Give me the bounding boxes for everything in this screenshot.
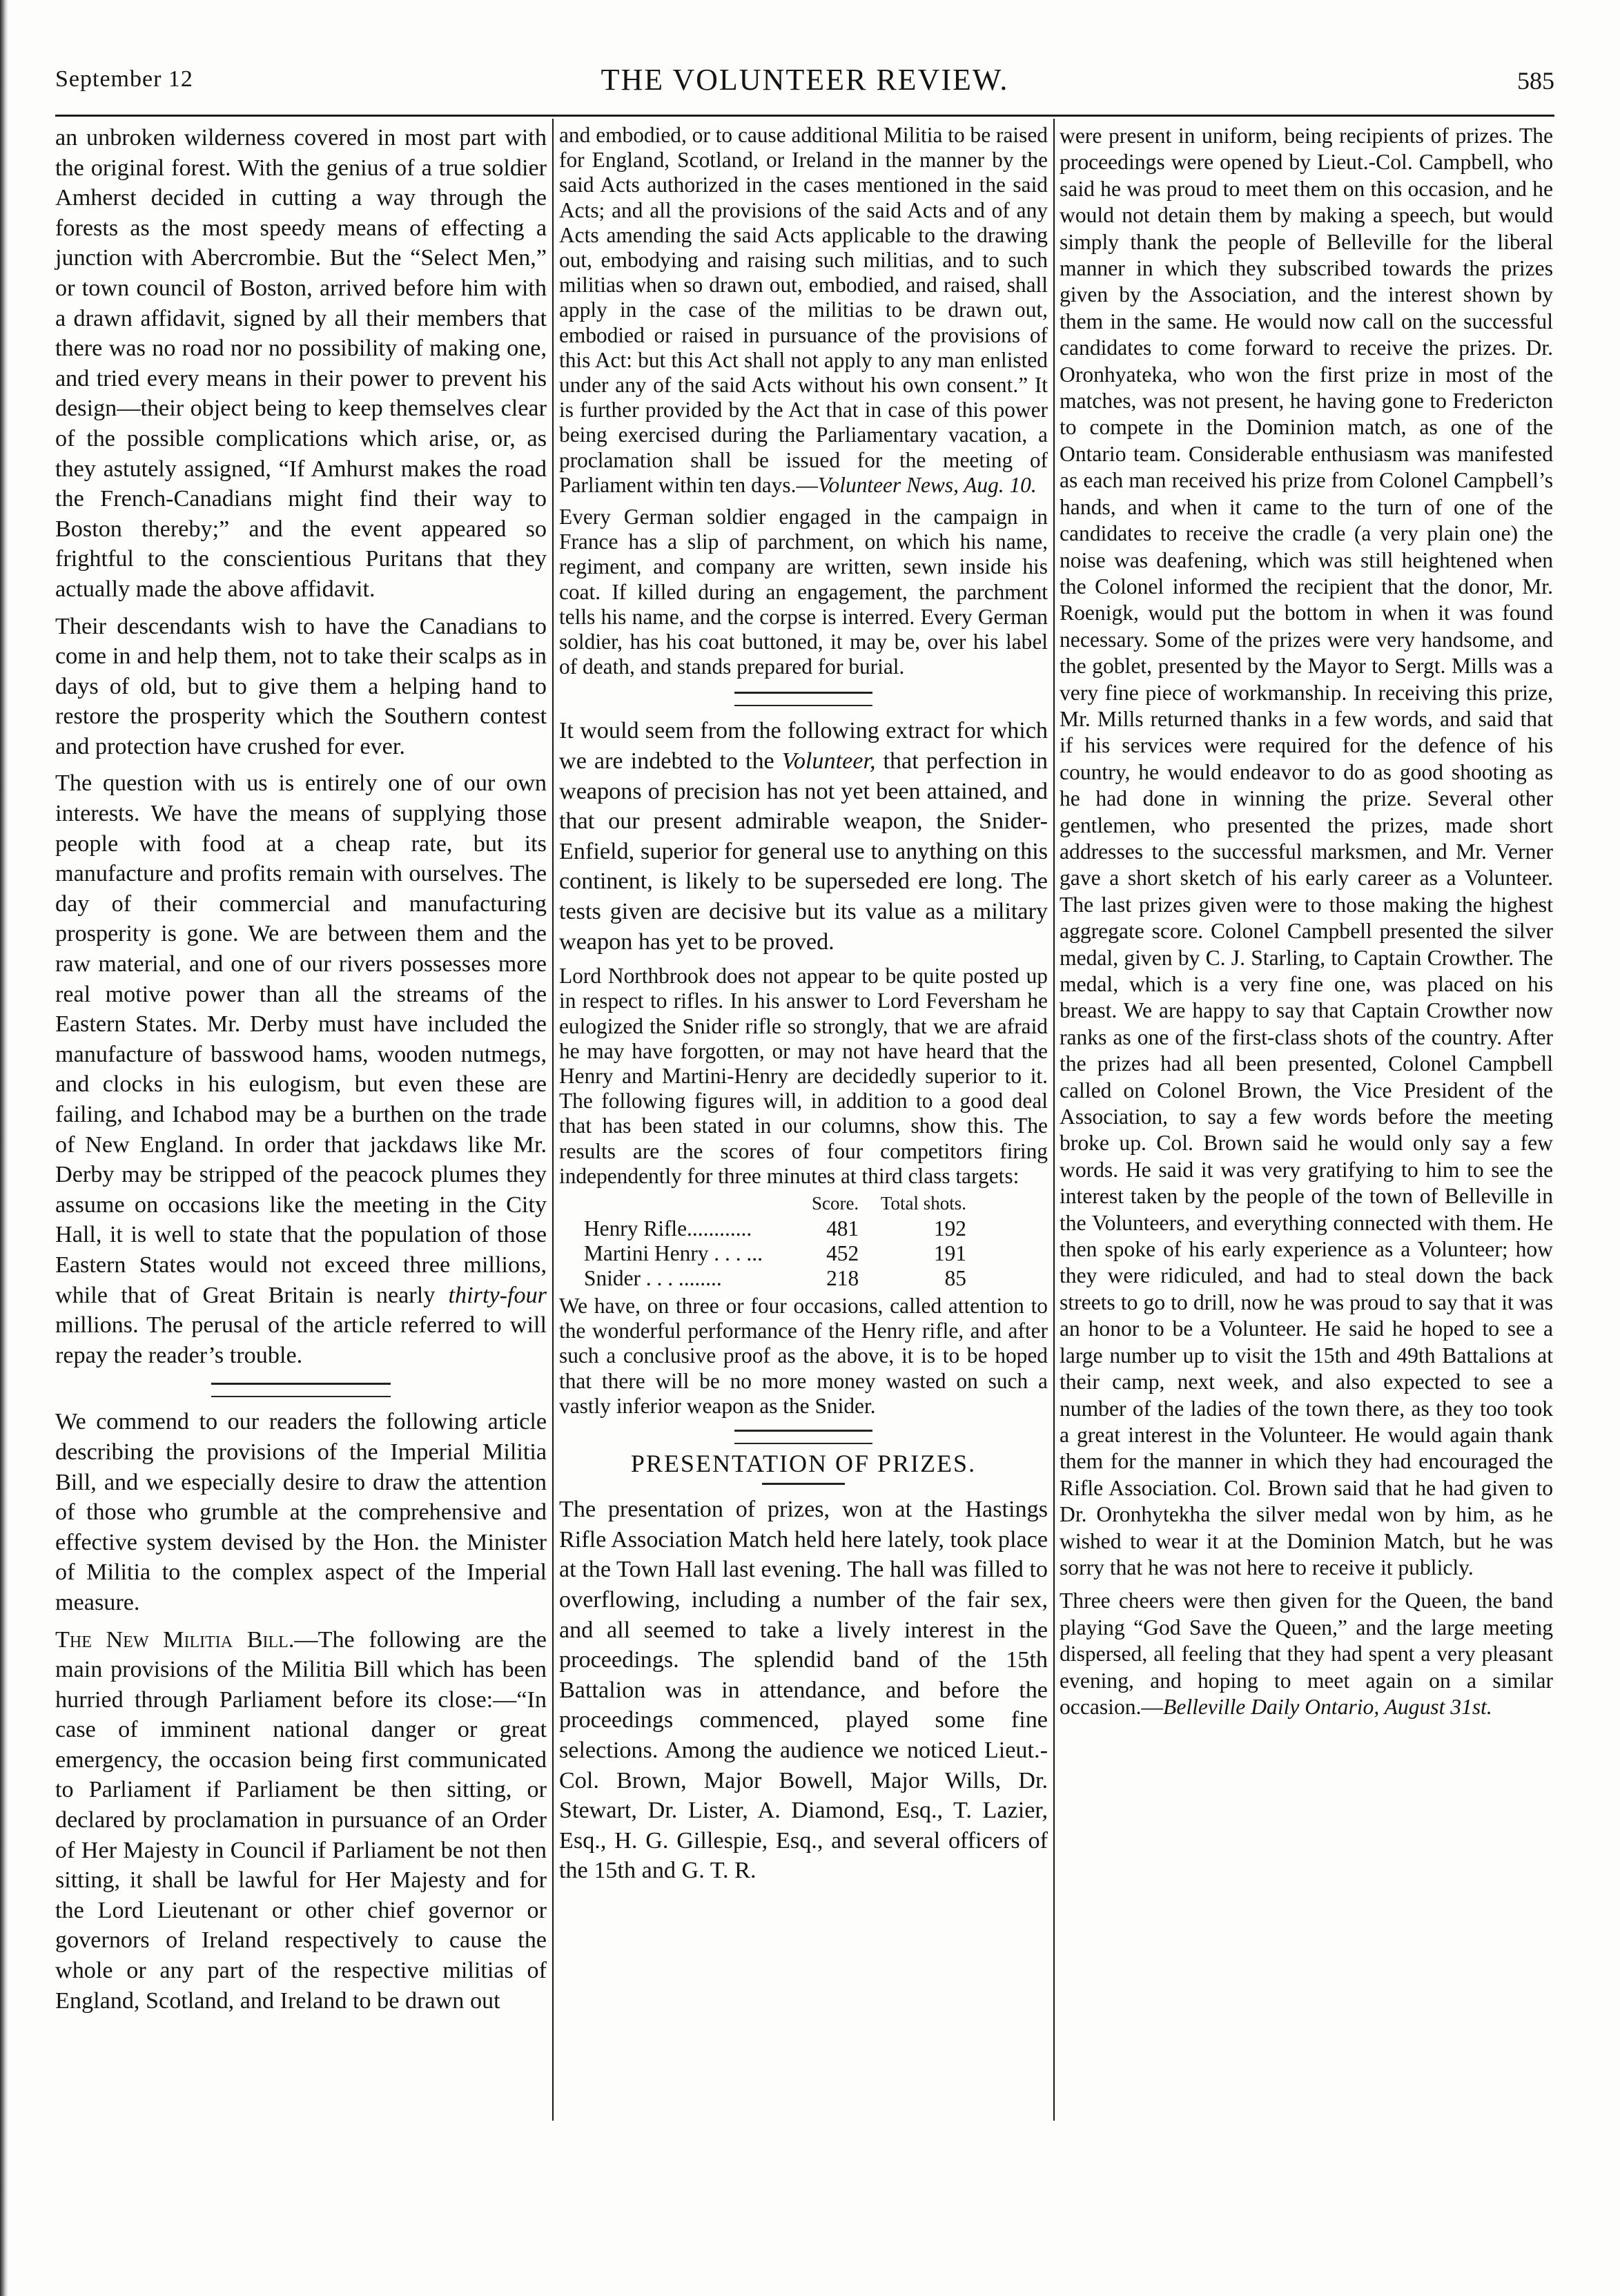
issue-date: September 12	[55, 66, 193, 92]
article-paragraph: The presentation of prizes, won at the Hastings Rifle Association Match held here lately, took place at the Town Hall last evening. The hall was filled to overflowing, including a number of the fair sex, and all seemed to take a lively interest in the proceedings. The splendid band of the 15th Battalion was in attendance, and before the proceedings commenced, played some fine selections. Among the audience we noticed Lieut.-Col. Brown, Major Bowell, Major Wills, Dr. Stewart, Dr. Lister, A. Diamond, Esq., T. Lazier, Esq., H. G. Gillespie, Esq., and several officers of the 15th and G. T. R.	[559, 1497, 1048, 1884]
section-heading: PRESENTATION OF PRIZES.	[630, 1450, 977, 1478]
table-header-row	[584, 1190, 970, 1216]
table-cell: Martini Henry . . . ...	[584, 1241, 763, 1266]
page-header	[55, 59, 1554, 109]
table-cell: 481	[826, 1216, 859, 1241]
table-row	[584, 1266, 970, 1291]
article-paragraph: Lord Northbrook does not appear to be quite posted up in respect to rifles. In his answer to Lord Feversham he eulogized the Snider rifle so strongly, that we are afraid he may have forgotten, or may not have heard that the Henry and Martini-Henry are decidedly superior to it. The following figures will, in addition to a good deal that has been stated in our columns, show this. The results are the scores of four competitors firing independently for three minutes at third class targets:	[559, 964, 1048, 1188]
article-paragraph	[559, 123, 1048, 498]
text-run: Three cheers were then given for the Queen, the band playing “God Save the Queen,” and the large meeting dispersed, all feeling that they had spent a very pleasant evening, and hoping to meet again on a similar occasion.—	[1060, 1588, 1553, 1719]
emphasis-text: thirty-four	[448, 1282, 547, 1308]
table-cell: 85	[944, 1266, 966, 1291]
table-cell: 192	[933, 1216, 966, 1241]
text-run: —The following are the main provisions of the Militia Bill which has been hurried through Parliament before its close:—“In case of imminent national danger or great emergency, the occasion being first communicated to Parliament if Parliament be then sitting, or declared by proclamation in pursuance of an Order of Her Majesty in Council if Parliament be not then sitting, it shall be lawful for Her Majesty and for the Lord Lieutenant or other chief governor or governors of Ireland respectively to cause the whole or any part of the respective militias of England, Scotland, and Ireland to be drawn out	[55, 1626, 547, 2014]
table-cell: 191	[933, 1241, 966, 1266]
table-cell: 218	[826, 1266, 859, 1291]
section-separator	[734, 692, 872, 706]
table-row	[584, 1216, 970, 1241]
column-3	[1060, 123, 1553, 1720]
column-divider	[1053, 119, 1055, 2121]
masthead-title: THE VOLUNTEER REVIEW.	[601, 63, 1009, 97]
article-paragraph	[55, 768, 547, 1370]
text-run: millions. The perusal of the article referred to will repay the reader’s trouble.	[55, 1312, 547, 1368]
page-binding-edge	[0, 0, 8, 2296]
header-rule	[55, 115, 1554, 117]
article-headline: The New Militia Bill.	[55, 1626, 295, 1653]
rifle-score-table	[584, 1190, 970, 1291]
column-header: Total shots.	[880, 1193, 966, 1214]
table-cell: Henry Rifle............	[584, 1216, 752, 1241]
article-paragraph	[55, 1625, 547, 2016]
page-number: 585	[1517, 67, 1554, 95]
heading-rule	[762, 1483, 845, 1485]
emphasis-text: Volunteer,	[781, 748, 876, 775]
text-run: The question with us is entirely one of our own interests. We have the means of supplying those people with food at a cheap rate, but its manufacture and profits remain with ourselves. The day of their commercial and manufacturing prosperity is gone. We are between them and the raw material, and one of our rivers possesses more real motive power than all the streams of the Eastern States. Mr. Derby must have included the manufacture of basswood hams, wooden nutmegs, and clocks in his eulogism, but even these are failing, and Ichabod may be a burthen on the trade of New England. In order that jackdaws like Mr. Derby may be stripped of the peacock plumes they assume on occasions like the meeting in the City Hall, it is well to state that the population of those Eastern States would not exceed three millions, while that of Great Britain is nearly	[55, 770, 547, 1308]
source-citation: Volunteer News, Aug. 10.	[817, 472, 1037, 497]
source-citation: Belleville Daily Ontario, August 31st.	[1163, 1694, 1492, 1719]
article-paragraph: Every German soldier engaged in the campaign in France has a slip of parchment, on which his name, regiment, and company are written, sewn inside his coat. If killed during an engagement, the parchment tells his name, and the corpse is interred. Every German soldier, has his coat buttoned, it may be, over his label of death, and stands prepared for burial.	[559, 505, 1048, 679]
column-header: Score.	[811, 1193, 859, 1214]
table-cell: 452	[826, 1241, 859, 1266]
table-cell: Snider . . . ........	[584, 1266, 722, 1291]
text-run: that perfection in weapons of precision has not yet been attained, and that our present admirable weapon, the Snider-Enfield, superior for general use to anything on this continent, is likely to be superseded ere long. The tests given are decisive but its value as a military weapon has yet to be proved.	[559, 748, 1048, 955]
column-2	[559, 123, 1048, 1886]
section-separator	[211, 1383, 391, 1397]
section-separator	[734, 1430, 872, 1444]
table-row	[584, 1241, 970, 1266]
column-divider	[552, 119, 554, 2121]
article-paragraph: We have, on three or four occasions, called attention to the wonderful performance of the Henry rifle, and after such a conclusive proof as the above, it is to be hoped that there will be no more money wasted on such a vastly inferior weapon as the Snider.	[559, 1294, 1048, 1418]
article-paragraph: were present in uniform, being recipients of prizes. The proceedings were opened by Lieut.-Col. Campbell, who said he was proud to meet them on this occasion, and he would not detain them by making a speech, but would simply thank the people of Belleville for the liberal manner in which they subscribed towards the prizes given by the Association, and the interest shown by them in the same. He would now call on the successful candidates to come forward to receive the prizes. Dr. Oronhyateka, who won the first prize in most of the matches, was not present, he having gone to Fredericton to compete in the Dominion match, as one of the Ontario team. Considerable enthusiasm was manifested as each man received his prize from Colonel Campbell’s hands, and when it came to the turn of one of the candidates to receive the cradle (a very plain one) the noise was deafening, which was still heightened when the Colonel informed the recipient that the donor, Mr. Roenigk, would put the bottom in when it was found necessary. Some of the prizes were very handsome, and the goblet, presented by the Mayor to Sergt. Mills was a very fine piece of workmanship. In receiving this prize, Mr. Mills returned thanks in a few words, and said that if his services were required for the defence of his country, he would endeavor to do as good shooting as he had done in winning the prize. Several other gentlemen, who presented the prizes, made short addresses to the successful marksmen, and Mr. Verner gave a short sketch of his early career as a Volunteer. The last prizes given were to those making the highest aggregate score. Colonel Campbell presented the silver medal, given by C. J. Starling, to Captain Crowther. The medal, which is a very fine one, was placed on his breast. We are happy to say that Captain Crowther now ranks as one of the first-class shots of the country. After the prizes had all been presented, Colonel Campbell called on Colonel Brown, the Vice President of the Association, to say a few words before the meeting broke up. Col. Brown said he would only say a few words. He said it was very gratifying to him to see the interest taken by the people of the town of Belleville in the Volunteers, and everything connected with them. He then spoke of his early experience as a Volunteer; how they were ridiculed, and had to steal down the back streets to go to drill, now he was proud to say that it was an honor to be a Volunteer. He said he hoped to see a large number up to visit the 15th and 49th Battalions at their camp, next week, and also expected to see a number of the ladies of the town there, as they too took a great interest in the Volunteer. He would again thank them for the manner in which they had encouraged the Rifle Association. Col. Brown said that he had given to Dr. Oronhytekha the silver medal won by him, as he wished to wear it at the Dominion Match, but he was sorry that he was not here to receive it publicly.	[1060, 124, 1553, 1579]
article-paragraph: We commend to our readers the following article describing the provisions of the Imperial Militia Bill, and we especially desire to draw the attention of those who grumble at the comprehensive and effective system devised by the Hon. the Minister of Militia to the complex aspect of the Imperial measure.	[55, 1409, 547, 1615]
column-1	[55, 123, 547, 2016]
text-run: and embodied, or to cause additional Militia to be raised for England, Scotland, or Ireland in the manner by the said Acts authorized in the cases mentioned in the said Acts; and all the provisions of the said Acts and of any Acts amending the said Acts applicable to the drawing out, embodying and raising such militias, and to such militias when so drawn out, embodied, and raised, shall apply in the case of the militias to be drawn out, embodied or raised in pursuance of the provisions of this Act: but this Act shall not apply to any man enlisted under any of the said Acts without his own consent.” It is further provided by the Act that in case of this power being exercised during the Parliamentary vacation, a proclamation shall be issued for the meeting of Parliament within ten days.—	[559, 123, 1048, 497]
article-paragraph: Their descendants wish to have the Canadians to come in and help them, not to take their scalps as in days of old, but to give them a helping hand to restore the prosperity which the Southern contest and protection have crushed for ever.	[55, 613, 547, 759]
article-paragraph: an unbroken wilderness covered in most part with the original forest. With the genius of a true soldier Amherst decided in cutting a way through the forests as the most speedy means of effecting a junction with Abercrombie. But the “Select Men,” or town council of Boston, arrived before him with a drawn affidavit, signed by all their members that there was no road nor no possibility of making one, and tried every means in their power to prevent his design—their object being to keep themselves clear of the possible complications which arise, or, as they astutely assigned, “If Amhurst makes the road the French-Canadians might find their way to Boston thereby;” and the event appeared so frightful to the conscientious Puritans that they actually made the above affidavit.	[55, 125, 547, 602]
article-paragraph	[559, 716, 1048, 957]
text-run: It would seem from the following extract for which we are indebted to the	[559, 718, 1048, 775]
article-paragraph	[1060, 1588, 1553, 1720]
